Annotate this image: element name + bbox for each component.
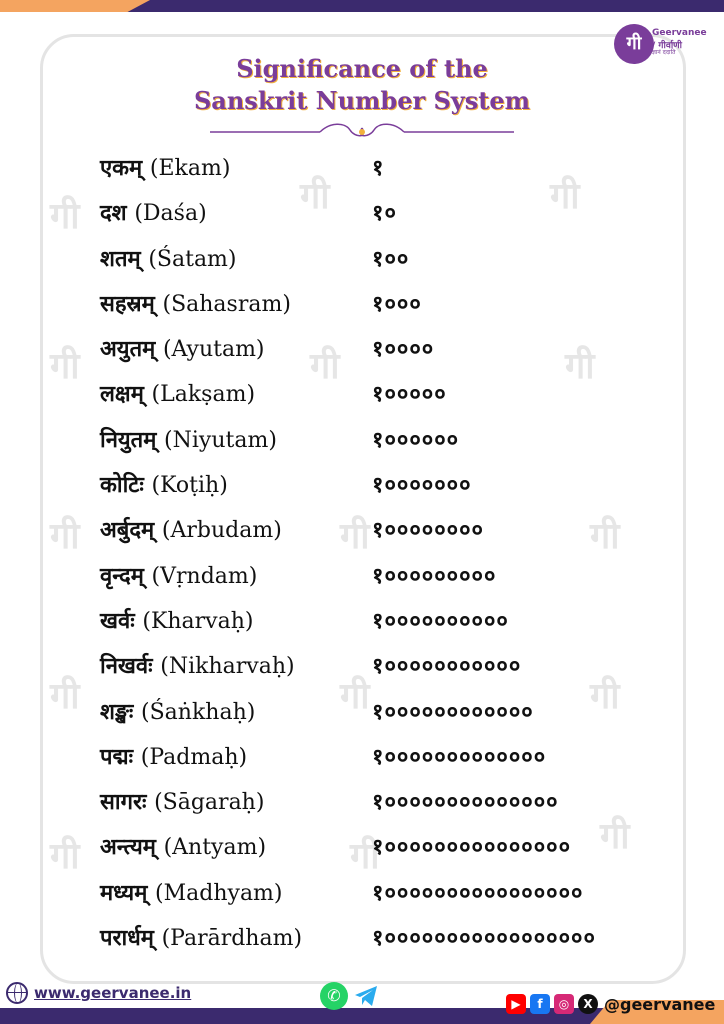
number-word	[100, 831, 266, 861]
x-icon[interactable]: X	[578, 994, 598, 1014]
sanskrit-name: नियुतम्	[100, 426, 157, 453]
number-word	[100, 424, 277, 454]
devanagari-numeral: १००००००	[372, 427, 460, 453]
sanskrit-name: शतम्	[100, 245, 141, 272]
devanagari-numeral: १०००००००००००००००००	[372, 926, 596, 952]
number-row	[100, 696, 680, 741]
number-row	[100, 560, 680, 605]
number-row	[100, 650, 680, 695]
sanskrit-name: परार्धम्	[100, 925, 154, 952]
instagram-icon[interactable]: ◎	[554, 994, 574, 1014]
website-text[interactable]: www.geervanee.in	[34, 984, 192, 1002]
transliteration: (Nikharvaḥ)	[160, 654, 295, 680]
sanskrit-name: सहस्रम्	[100, 290, 155, 317]
number-word	[100, 605, 253, 635]
devanagari-numeral: १०००००	[372, 382, 447, 408]
number-row	[100, 469, 680, 514]
number-word	[100, 514, 282, 544]
transliteration: (Sāgaraḥ)	[154, 790, 265, 816]
number-word	[100, 378, 255, 408]
sanskrit-name: वृन्दम्	[100, 562, 144, 589]
transliteration: (Śaṅkhaḥ)	[141, 699, 256, 725]
page-title-line-1: Significance of the	[236, 54, 488, 83]
number-word	[100, 560, 257, 590]
number-row	[100, 922, 680, 967]
telegram-icon[interactable]	[352, 982, 380, 1010]
logo-mark: गी	[614, 24, 654, 64]
transliteration: (Ayutam)	[162, 337, 265, 363]
youtube-icon[interactable]: ▶	[506, 994, 526, 1014]
transliteration: (Daśa)	[134, 201, 207, 227]
devanagari-numeral: १०००	[372, 291, 422, 317]
number-row	[100, 197, 680, 242]
devanagari-numeral: १०००००००००००००००	[372, 835, 572, 861]
sanskrit-name: अन्त्यम्	[100, 834, 156, 861]
number-word	[100, 243, 237, 273]
transliteration: (Madhyam)	[155, 880, 283, 906]
number-word	[100, 288, 291, 318]
sanskrit-name: अयुतम्	[100, 336, 156, 363]
number-row	[100, 243, 680, 288]
number-row	[100, 152, 680, 197]
number-row	[100, 333, 680, 378]
devanagari-numeral: १००००००००	[372, 518, 484, 544]
page-title-line-2: Sanskrit Number System	[193, 86, 531, 115]
sanskrit-name: कोटिः	[100, 472, 144, 499]
sanskrit-name: निखर्वः	[100, 653, 153, 680]
transliteration: (Parārdham)	[161, 926, 303, 952]
devanagari-numeral: १००००	[372, 337, 435, 363]
number-row	[100, 831, 680, 876]
number-row	[100, 741, 680, 786]
transliteration: (Antyam)	[163, 835, 267, 861]
number-word	[100, 741, 247, 771]
transliteration: (Śatam)	[148, 246, 237, 272]
number-row	[100, 514, 680, 559]
number-word	[100, 696, 255, 726]
number-word	[100, 650, 295, 680]
devanagari-numeral: १०००००००००००००	[372, 744, 547, 770]
devanagari-numeral: १०००००००००००	[372, 654, 522, 680]
devanagari-numeral: १००००००००००	[372, 608, 509, 634]
website-link[interactable]	[6, 982, 191, 1004]
transliteration: (Arbudam)	[161, 518, 282, 544]
number-word	[100, 197, 207, 227]
devanagari-numeral: १००	[372, 246, 410, 272]
number-row	[100, 378, 680, 423]
devanagari-numeral: १००००००००००००००	[372, 790, 559, 816]
transliteration: (Vṛndam)	[151, 563, 258, 589]
whatsapp-icon[interactable]: ✆	[320, 982, 348, 1010]
number-row	[100, 877, 680, 922]
globe-icon	[6, 982, 28, 1004]
top-accent	[0, 0, 150, 12]
transliteration: (Kharvaḥ)	[142, 608, 254, 634]
sanskrit-name: दश	[100, 200, 127, 227]
logo-text: Geervanee / गीर्वाणी	[652, 28, 707, 51]
ornamental-divider	[210, 122, 514, 142]
transliteration: (Padmaḥ)	[140, 744, 248, 770]
facebook-icon[interactable]: f	[530, 994, 550, 1014]
sanskrit-name: सागरः	[100, 789, 147, 816]
devanagari-numeral: १०००००००००	[372, 563, 497, 589]
sanskrit-name: मध्यम्	[100, 879, 148, 906]
social-handle[interactable]: @geervanee	[604, 994, 716, 1014]
sanskrit-name: शङ्खः	[100, 698, 134, 725]
number-row	[100, 288, 680, 333]
number-row	[100, 605, 680, 650]
devanagari-numeral: १००००००००००००००००	[372, 880, 584, 906]
sanskrit-name: अर्बुदम्	[100, 517, 155, 544]
devanagari-numeral: १	[372, 156, 385, 181]
sanskrit-name: एकम्	[100, 155, 143, 181]
sanskrit-name: लक्षम्	[100, 381, 144, 408]
devanagari-numeral: १०००००००	[372, 473, 472, 499]
transliteration: (Sahasram)	[162, 291, 291, 317]
number-word	[100, 877, 283, 907]
devanagari-numeral: १०	[372, 201, 397, 227]
number-word	[100, 152, 230, 182]
sanskrit-name: पद्मः	[100, 743, 134, 770]
number-row	[100, 786, 680, 831]
number-word	[100, 469, 228, 499]
number-list	[100, 152, 680, 967]
number-row	[100, 424, 680, 469]
transliteration: (Koṭiḥ)	[151, 473, 228, 499]
transliteration: (Ekam)	[149, 156, 231, 181]
number-word	[100, 333, 265, 363]
number-word	[100, 922, 302, 952]
transliteration: (Niyutam)	[164, 427, 277, 453]
transliteration: (Lakṣam)	[151, 382, 256, 408]
social-links	[506, 994, 715, 1014]
sanskrit-name: खर्वः	[100, 607, 135, 634]
logo-tagline: ज्ञानं ददाति	[652, 49, 676, 56]
devanagari-numeral: १००००००००००००	[372, 699, 534, 725]
number-word	[100, 786, 264, 816]
